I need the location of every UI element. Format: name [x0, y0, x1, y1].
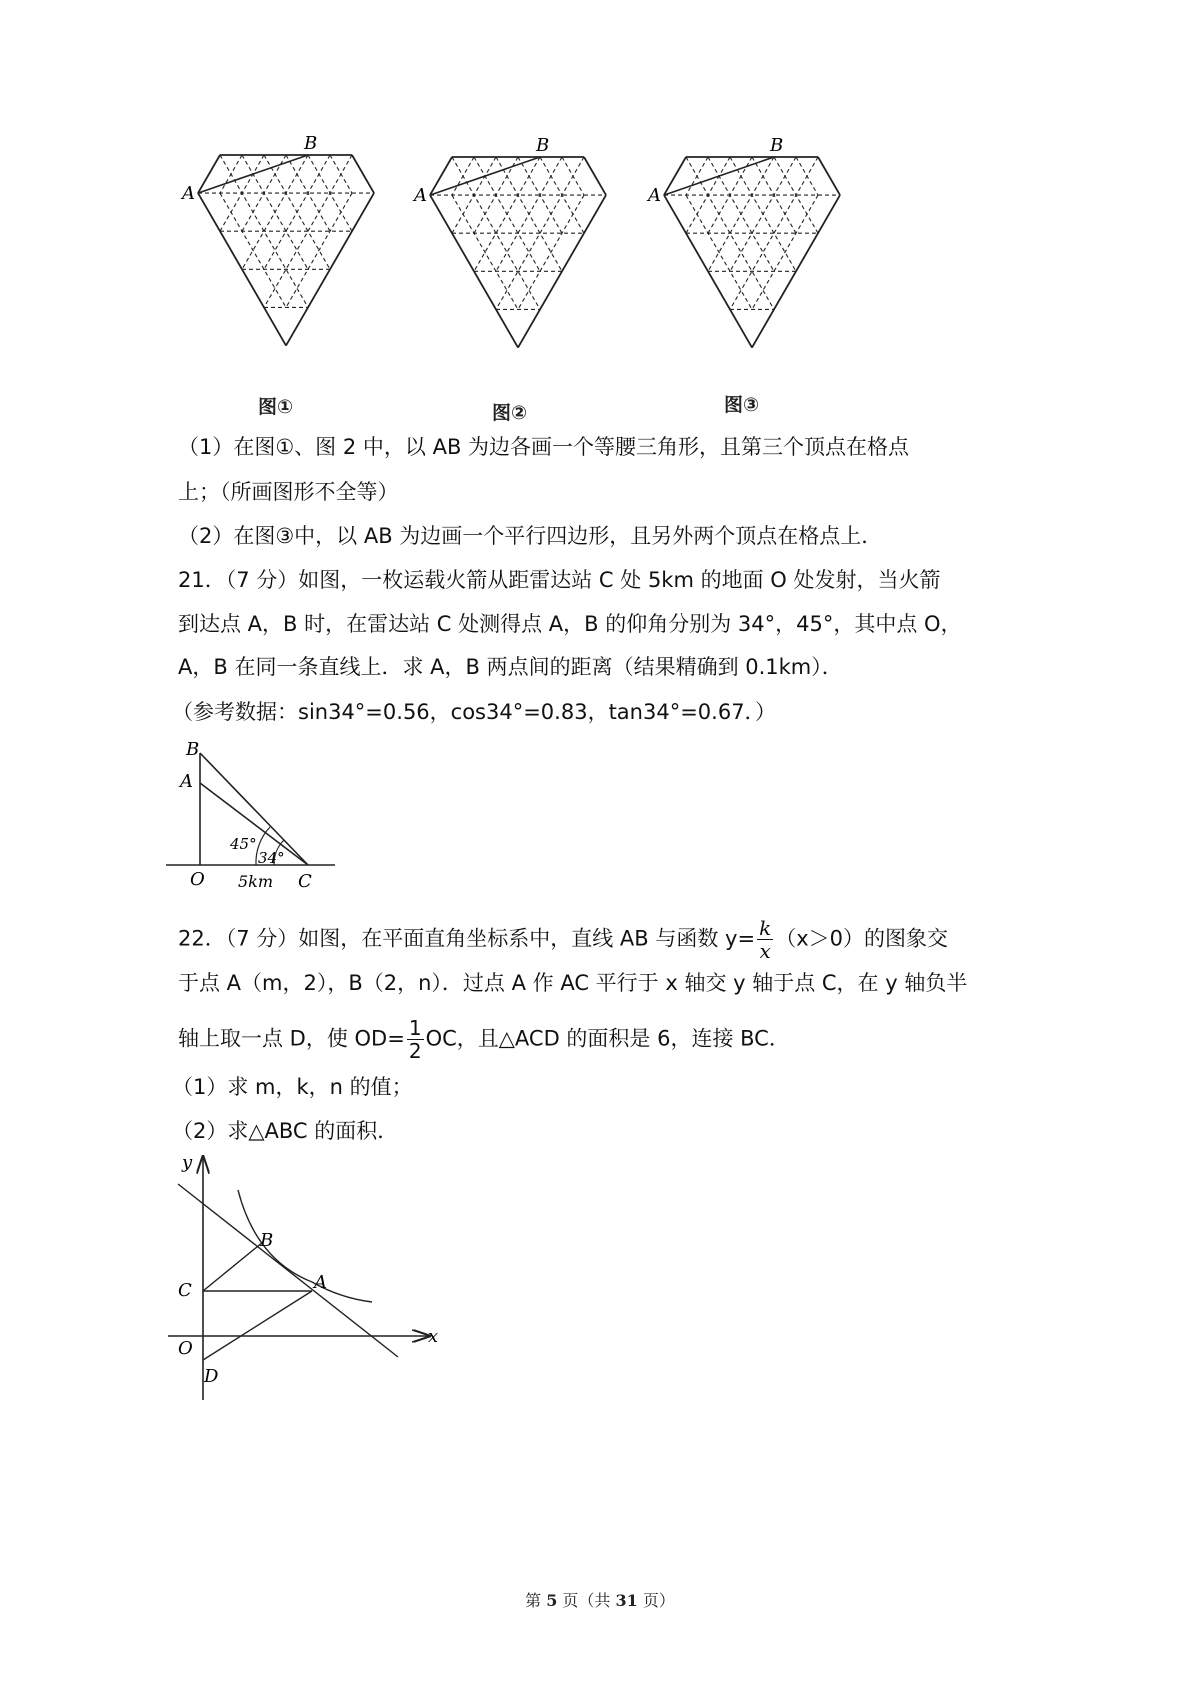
q21-line1: 21．（7 分）如图，一枚运载火箭从距雷达站 C 处 5km 的地面 O 处发射，当火箭 — [178, 568, 941, 592]
footer-prefix: 第 — [525, 1591, 547, 1610]
outline-edge — [818, 157, 840, 195]
point-label-b: B — [260, 1230, 274, 1251]
rocket-label-o: O — [190, 869, 205, 890]
outline-edge — [198, 155, 308, 193]
q21-reference: （参考数据：sin34°=0.56，cos34°=0.83，tan34°=0.67．） — [172, 700, 777, 724]
q22-line2: 于点 A（m，2），B（2，n）．过点 A 作 AC 平行于 x 轴交 y 轴于点 C，在 y 轴负半 — [178, 971, 968, 995]
half-numerator: 1 — [408, 1016, 422, 1040]
q21-line2: 到达点 A，B 时，在雷达站 C 处测得点 A，B 的仰角分别为 34°，45°，其中点 O， — [178, 612, 962, 636]
q21-line3: A，B 在同一条直线上．求 A，B 两点间的距离（结果精确到 0.1km）． — [178, 655, 843, 679]
outline-edge — [430, 157, 540, 195]
axis-label-y: y — [182, 1152, 193, 1173]
point-label-d: D — [204, 1366, 219, 1387]
rocket-label-a: A — [180, 771, 193, 792]
point-label-a: A — [314, 1272, 327, 1293]
outline-edge — [584, 157, 606, 195]
fraction-k-over-x — [757, 918, 773, 961]
q22-part1: （1）求 m，k，n 的值； — [172, 1075, 413, 1099]
diamond-figure-2 — [392, 132, 632, 424]
vertex-label-a: A — [182, 183, 195, 205]
coordinate-figure — [160, 1150, 450, 1410]
footer-page-number: 5 — [546, 1591, 558, 1610]
q22-line1-post: （x＞0）的图象交 — [775, 926, 948, 951]
diamond-grid-svg-2 — [392, 132, 632, 392]
diamond-figure-3 — [626, 132, 866, 416]
angle-45-label: 45° — [230, 835, 257, 853]
origin-label-o: O — [178, 1338, 193, 1359]
rocket-triangle-svg — [160, 735, 340, 895]
vertex-label-a: A — [648, 185, 661, 207]
diamond-grid-svg-3 — [626, 132, 866, 392]
page-footer — [0, 1588, 1200, 1611]
vertex-label-b: B — [536, 135, 550, 156]
vertex-label-a: A — [414, 185, 427, 207]
outline-edge — [664, 157, 774, 195]
distance-5km-label: 5km — [238, 872, 274, 891]
q20-part2: （2）在图③中，以 AB 为边画一个平行四边形，且另外两个顶点在格点上． — [178, 524, 883, 548]
coordinate-plane-svg — [160, 1150, 450, 1410]
q22-line3 — [178, 1018, 790, 1061]
footer-suffix: 页） — [637, 1591, 675, 1610]
rocket-label-b: B — [186, 739, 200, 760]
half-denominator: 2 — [408, 1039, 422, 1063]
footer-middle: 页（共 — [557, 1591, 616, 1610]
figure-2-label: 图② — [492, 402, 528, 424]
diamond-figure-1 — [160, 130, 400, 418]
vertex-label-b: B — [770, 135, 784, 156]
axis-label-x: x — [428, 1326, 439, 1347]
outline-edge — [352, 155, 374, 193]
fraction-numerator: k — [759, 916, 772, 940]
q22-part2: （2）求△ABC 的面积． — [172, 1119, 399, 1143]
q22-line1 — [178, 918, 948, 961]
q20-part1-line2: 上；（所画图形不全等） — [178, 480, 399, 504]
fraction-denominator: x — [759, 939, 771, 963]
figure-1-label: 图① — [258, 396, 294, 418]
rocket-figure — [160, 735, 340, 895]
q20-part1-line1: （1）在图①、图 2 中，以 AB 为边各画一个等腰三角形，且第三个顶点在格点 — [178, 435, 910, 459]
diamond-grid-svg-1 — [160, 130, 400, 390]
vertex-label-b: B — [304, 133, 318, 154]
q22-line3-post: OC，且△ACD 的面积是 6，连接 BC． — [425, 1026, 790, 1051]
footer-total-pages: 31 — [615, 1591, 638, 1610]
angle-34-label: 34° — [258, 849, 285, 867]
figure-3-label: 图③ — [724, 394, 760, 416]
point-label-c: C — [178, 1280, 192, 1301]
fraction-one-half — [407, 1018, 424, 1061]
rocket-label-c: C — [298, 871, 312, 892]
q22-line3-pre: 轴上取一点 D，使 OD= — [178, 1026, 405, 1051]
q22-line1-pre: 22．（7 分）如图，在平面直角坐标系中，直线 AB 与函数 y= — [178, 926, 756, 951]
